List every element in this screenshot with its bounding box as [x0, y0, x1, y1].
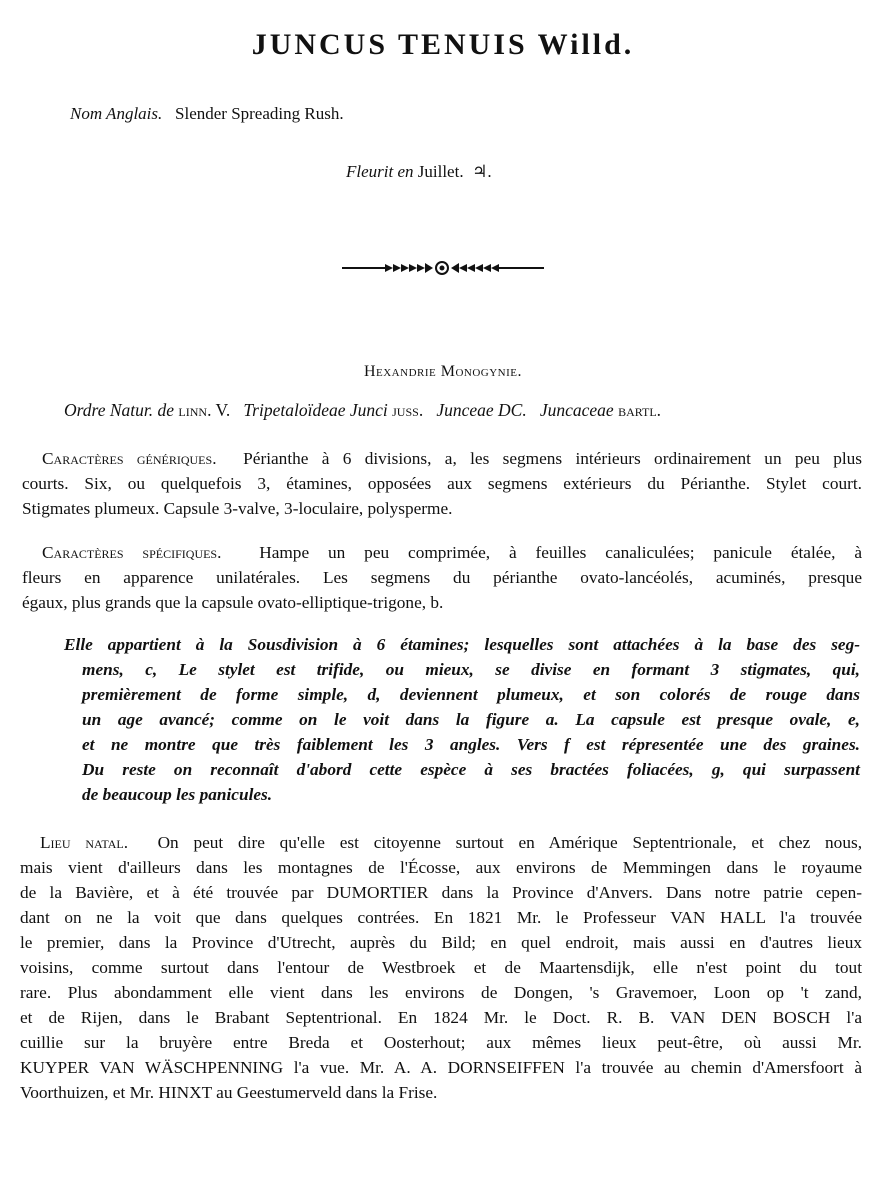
description-line-6: Du reste on reconnaît d'abord cette espèce à ses bractées foliacées, g, qui surpassent	[82, 760, 860, 779]
habitat-line-8: et de Rijen, dans le Brabant Septentrional. En 1824 Mr. le Doct. R. B. VAN DEN BOSCH l'a	[20, 1008, 862, 1027]
flowering-line	[346, 160, 492, 184]
order-juss: juss.	[392, 400, 424, 420]
specific-line-2: fleurs en apparence unilatérales. Les segmens du périanthe ovato-lancéolés, acuminés, presque	[22, 568, 862, 587]
description-line-7: de beaucoup les panicules.	[82, 785, 273, 804]
order-linn: linn.	[178, 400, 212, 420]
habitat-line-4: dant on ne la voit que dans quelques contrées. En 1821 Mr. le Professeur VAN HALL l'a trouvée	[20, 908, 862, 927]
description-line-4: un age avancé; comme on le voit dans la figure a. La capsule est presque ovale, e,	[82, 710, 860, 729]
ornament-divider	[0, 258, 886, 278]
specific-line-3: égaux, plus grands que la capsule ovato-elliptique-trigone, b.	[22, 593, 444, 612]
habitat-line-9: cuillie sur la bruyère entre Breda et Oosterhout; aux mêmes lieux peut-être, où aussi Mr.	[20, 1033, 862, 1052]
habitat-line-5: le premier, dans la Province d'Utrecht, auprès du Bild; en quel endroit, mais aussi en d'autres lieux	[20, 933, 862, 952]
habitat-line-3: de la Bavière, et à été trouvée par DUMORTIER dans la Province d'Anvers. Dans notre patrie cepen-	[20, 883, 862, 902]
generic-line-1	[22, 446, 862, 471]
flowering-label: Fleurit	[346, 162, 394, 181]
generic-line-2: courts. Six, ou quelquefois 3, étamines, opposées aux segmens extérieurs du Périanthe. Stylet court.	[22, 474, 862, 493]
order-junceae: Junceae DC.	[436, 400, 527, 420]
flowering-en: en	[397, 162, 414, 181]
generic-heading: Caractères génériques.	[42, 449, 217, 468]
generic-characters	[22, 446, 862, 521]
generic-text-1: Périanthe à 6 divisions, a, les segmens intérieurs ordinairement un peu plus	[243, 449, 862, 468]
specific-line-1	[22, 540, 862, 565]
order-label: Ordre Natur. de	[64, 400, 175, 420]
order-tripetaloideae: Tripetaloïdeae Junci	[243, 400, 388, 420]
description-line-2: mens, c, Le stylet est trifide, ou mieux, se divise en formant 3 stigmates, qui,	[82, 660, 860, 679]
habitat-line-2: mais vient d'ailleurs dans les montagnes de l'Écosse, aux environs de Memmingen dans le royaume	[20, 858, 862, 877]
order-juncaceae: Juncaceae	[539, 400, 614, 420]
order-bartl: bartl.	[618, 400, 662, 420]
perennial-symbol: ♃.	[472, 162, 492, 181]
flowering-month: Juillet.	[417, 162, 464, 181]
description-line-3: premièrement de forme simple, d, deviennent plumeux, et son colorés de rouge dans	[82, 685, 860, 704]
habitat-line-1	[20, 830, 862, 855]
habitat-line-7: rare. Plus abondamment elle vient dans les environs de Dongen, 's Gravemoer, Loon op 't zand,	[20, 983, 862, 1002]
english-name-line	[70, 102, 344, 126]
habitat-line-10: KUYPER VAN WÄSCHPENNING l'a vue. Mr. A. A. DORNSEIFFEN l'a trouvée au chemin d'Amersfoort à	[20, 1058, 862, 1077]
class-heading: Hexandrie Monogynie.	[363, 363, 523, 380]
habitat-line-6: voisins, comme surtout dans l'entour de Westbroek et de Maartensdijk, elle n'est point du tout	[20, 958, 862, 977]
habitat-line-11: Voorthuizen, et Mr. HINXT au Geestumerveld dans la Frise.	[20, 1083, 438, 1102]
habitat-heading: Lieu natal.	[40, 833, 129, 852]
description-block	[64, 632, 860, 807]
habitat-block	[20, 830, 862, 1105]
order-class-numeral: V.	[215, 400, 231, 420]
description-line-1: Elle appartient à la Sousdivision à 6 étamines; lesquelles sont attachées à la base des seg-	[64, 635, 860, 654]
english-name-label: Nom Anglais.	[70, 104, 163, 123]
habitat-text-1: On peut dire qu'elle est citoyenne surtout en Amérique Septentrionale, et chez nous,	[157, 833, 863, 852]
specific-characters	[22, 540, 862, 615]
page-title: JUNCUS TENUIS Willd.	[251, 28, 635, 61]
generic-line-3: Stigmates plumeux. Capsule 3-valve, 3-loculaire, polysperme.	[22, 499, 453, 518]
natural-order-line	[64, 398, 661, 422]
description-line-5: et ne montre que très faiblement les 3 angles. Vers f est répresentée une des graines.	[82, 735, 860, 754]
english-name-value: Slender Spreading Rush.	[175, 104, 344, 123]
specific-heading: Caractères spécifiques.	[42, 543, 222, 562]
specific-text-1: Hampe un peu comprimée, à feuilles canaliculées; panicule étalée, à	[259, 543, 862, 562]
